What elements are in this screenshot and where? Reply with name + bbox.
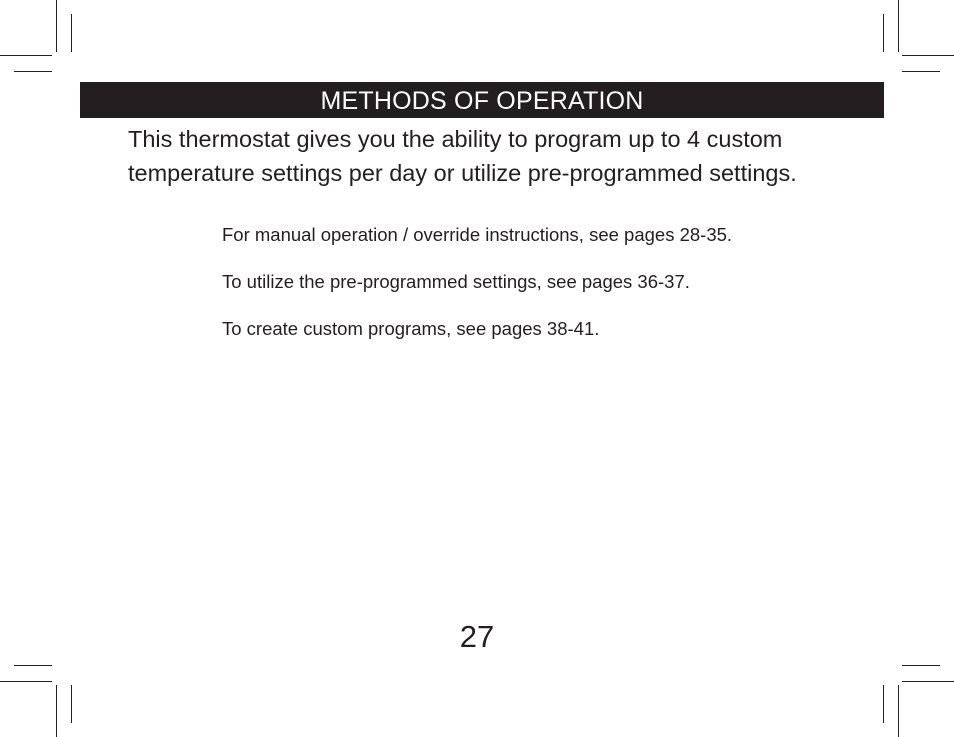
intro-paragraph: This thermostat gives you the ability to program up to 4 custom temperature settings per day or utilize pre-programmed settings. <box>128 126 797 186</box>
crop-mark-top-right-vertical-inner <box>883 14 884 52</box>
instruction-custom-programs: To create custom programs, see pages 38-41. <box>222 318 600 339</box>
crop-mark-top-right-horizontal-upper <box>902 55 954 56</box>
crop-mark-top-left-horizontal-upper <box>0 55 52 56</box>
crop-mark-bottom-left-vertical-inner <box>71 685 72 723</box>
crop-mark-bottom-right-vertical-outer <box>898 685 899 737</box>
crop-mark-top-right-vertical-outer <box>898 0 899 52</box>
crop-mark-top-left-horizontal-lower <box>14 71 52 72</box>
instruction-manual-operation: For manual operation / override instructions, see pages 28-35. <box>222 224 733 245</box>
instruction-list <box>222 224 732 365</box>
page-number: 27 <box>459 619 495 654</box>
instruction-pre-programmed: To utilize the pre-programmed settings, see pages 36-37. <box>222 271 690 292</box>
crop-mark-bottom-right-vertical-inner <box>883 685 884 723</box>
crop-mark-bottom-left-horizontal-upper <box>14 665 52 666</box>
section-title: METHODS OF OPERATION <box>320 87 644 115</box>
crop-mark-bottom-right-horizontal-upper <box>902 665 940 666</box>
crop-mark-top-right-horizontal-lower <box>902 71 940 72</box>
crop-mark-top-left-vertical-outer <box>56 0 57 52</box>
crop-mark-bottom-left-horizontal-lower <box>0 681 52 682</box>
section-header-bar <box>80 82 884 118</box>
crop-mark-bottom-right-horizontal-lower <box>902 681 954 682</box>
crop-mark-bottom-left-vertical-outer <box>56 685 57 737</box>
crop-mark-top-left-vertical-inner <box>71 14 72 52</box>
